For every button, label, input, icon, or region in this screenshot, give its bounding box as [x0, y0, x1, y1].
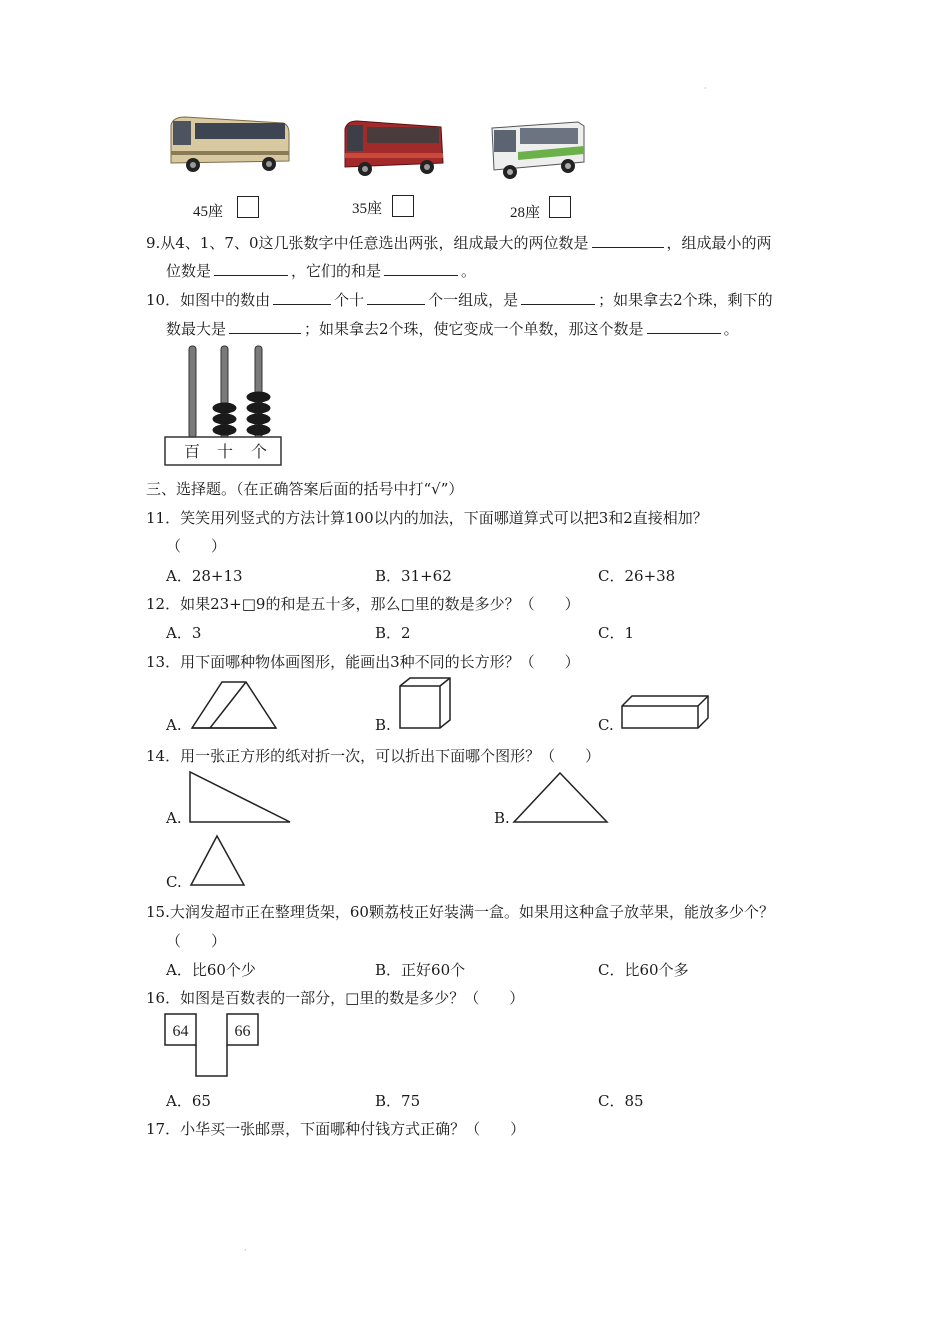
hundred-chart-value: 64	[172, 1023, 189, 1040]
answer-blank[interactable]	[229, 319, 301, 334]
abacus-bead	[247, 414, 271, 425]
q17-text: 17．小华买一张邮票，下面哪种付钱方式正确？（ ）	[146, 1120, 526, 1138]
q9-text: ，组成最小的两	[666, 234, 772, 252]
q12-option-b[interactable]: B．2	[375, 624, 411, 642]
answer-blank[interactable]	[367, 290, 425, 305]
answer-blank[interactable]	[273, 290, 331, 305]
q9-line-2	[166, 260, 476, 281]
bus-seat-label: 35座	[352, 201, 383, 217]
q15-answer-paren[interactable]: （ ）	[166, 932, 227, 950]
q11-text: 11．笑笑用列竖式的方法计算100以内的加法，下面哪道算式可以把3和2直接相加？	[146, 509, 708, 527]
q13-text: 13．用下面哪种物体画图形，能画出3种不同的长方形？（ ）	[146, 653, 580, 671]
q10-text: 。	[723, 320, 739, 338]
right-triangle-shape	[188, 770, 294, 826]
abacus-label-hundreds: 百	[183, 442, 201, 461]
q10-text: 10．如图中的数由	[146, 291, 271, 309]
answer-box[interactable]	[392, 195, 414, 217]
section-3-heading: 三、选择题。（在正确答案后面的括号中打“√”）	[146, 480, 464, 498]
q11-answer-paren[interactable]: （ ）	[166, 537, 227, 555]
q16-option-c[interactable]: C．85	[598, 1092, 644, 1110]
q13-option-c[interactable]: C.	[598, 716, 614, 734]
q15-option-a[interactable]: A．比60个少	[166, 961, 256, 979]
q16-text: 16．如图是百数表的一部分，□里的数是多少？（ ）	[146, 989, 525, 1007]
q12-option-a[interactable]: A．3	[166, 624, 202, 642]
q16-option-b[interactable]: B．75	[375, 1092, 421, 1110]
q11-option-c[interactable]: C．26+38	[598, 567, 676, 585]
q13-option-a[interactable]: A.	[166, 716, 182, 734]
cube-shape	[398, 676, 454, 732]
q11-option-a[interactable]: A．28+13	[166, 567, 243, 585]
q9-text: 。	[461, 262, 477, 280]
q14-option-a[interactable]: A.	[166, 809, 182, 827]
q9-text: 9.从4、1、7、0这几张数字中任意选出两张，组成最大的两位数是	[146, 234, 589, 252]
q15-option-c[interactable]: C．比60个多	[598, 961, 689, 979]
abacus	[165, 344, 285, 466]
isosceles-triangle-shape	[512, 771, 610, 825]
q9-text: 位数是	[166, 262, 212, 280]
answer-blank[interactable]	[384, 261, 458, 276]
q9-text: ，它们的和是	[291, 262, 382, 280]
q9-line-1	[146, 232, 772, 253]
bus-seat-label: 28座	[510, 205, 541, 221]
equilateral-triangle-shape	[189, 834, 247, 888]
answer-blank[interactable]	[214, 261, 288, 276]
abacus-bead	[213, 414, 237, 425]
q10-text: 个一组成，是	[428, 291, 519, 309]
q10-line-2	[166, 318, 739, 339]
abacus-rod-hundreds	[189, 346, 196, 438]
abacus-bead	[247, 403, 271, 414]
bus-35-illustration	[341, 117, 446, 177]
bus-seat-label: 45座	[193, 204, 224, 220]
hundred-chart-value: 66	[234, 1023, 251, 1040]
q11-option-b[interactable]: B．31+62	[375, 567, 452, 585]
abacus-bead	[247, 392, 271, 403]
triangular-prism-shape	[190, 680, 280, 732]
q10-text: 数最大是	[166, 320, 227, 338]
abacus-label-tens: 十	[216, 442, 234, 461]
answer-blank[interactable]	[592, 233, 664, 248]
top-dot: ·	[704, 84, 707, 93]
hundred-chart-empty-cell	[196, 1045, 227, 1076]
bus-45-illustration	[165, 113, 290, 173]
q15-option-b[interactable]: B．正好60个	[375, 961, 466, 979]
q14-option-c[interactable]: C.	[166, 873, 182, 891]
abacus-label-ones: 个	[250, 442, 268, 461]
abacus-bead	[213, 403, 237, 414]
q16-option-a[interactable]: A．65	[166, 1092, 211, 1110]
q10-text: ；如果拿去2个珠，使它变成一个单数，那这个数是	[304, 320, 644, 338]
q14-option-b[interactable]: B.	[494, 809, 510, 827]
q12-text: 12．如果23+□9的和是五十多，那么□里的数是多少？（ ）	[146, 595, 580, 613]
cuboid-shape	[620, 694, 712, 730]
bus-28-illustration	[488, 118, 588, 180]
answer-box[interactable]	[549, 196, 571, 218]
answer-blank[interactable]	[521, 290, 595, 305]
q12-option-c[interactable]: C．1	[598, 624, 635, 642]
q13-option-b[interactable]: B.	[375, 716, 391, 734]
bottom-dot: ·	[244, 1246, 247, 1255]
answer-box[interactable]	[237, 196, 259, 218]
q15-text: 15.大润发超市正在整理货架，60颗荔枝正好装满一盒。如果用这种盒子放苹果，能放多少个？	[146, 903, 774, 921]
abacus-bead	[213, 425, 237, 436]
q10-text: 个十	[334, 291, 365, 309]
abacus-bead	[247, 425, 271, 436]
hundred-chart-fragment	[164, 1013, 260, 1079]
q10-text: ；如果拿去2个珠，剩下的	[598, 291, 773, 309]
q14-text: 14．用一张正方形的纸对折一次，可以折出下面哪个图形？（ ）	[146, 747, 601, 765]
q10-line-1	[146, 289, 773, 310]
answer-blank[interactable]	[647, 319, 721, 334]
